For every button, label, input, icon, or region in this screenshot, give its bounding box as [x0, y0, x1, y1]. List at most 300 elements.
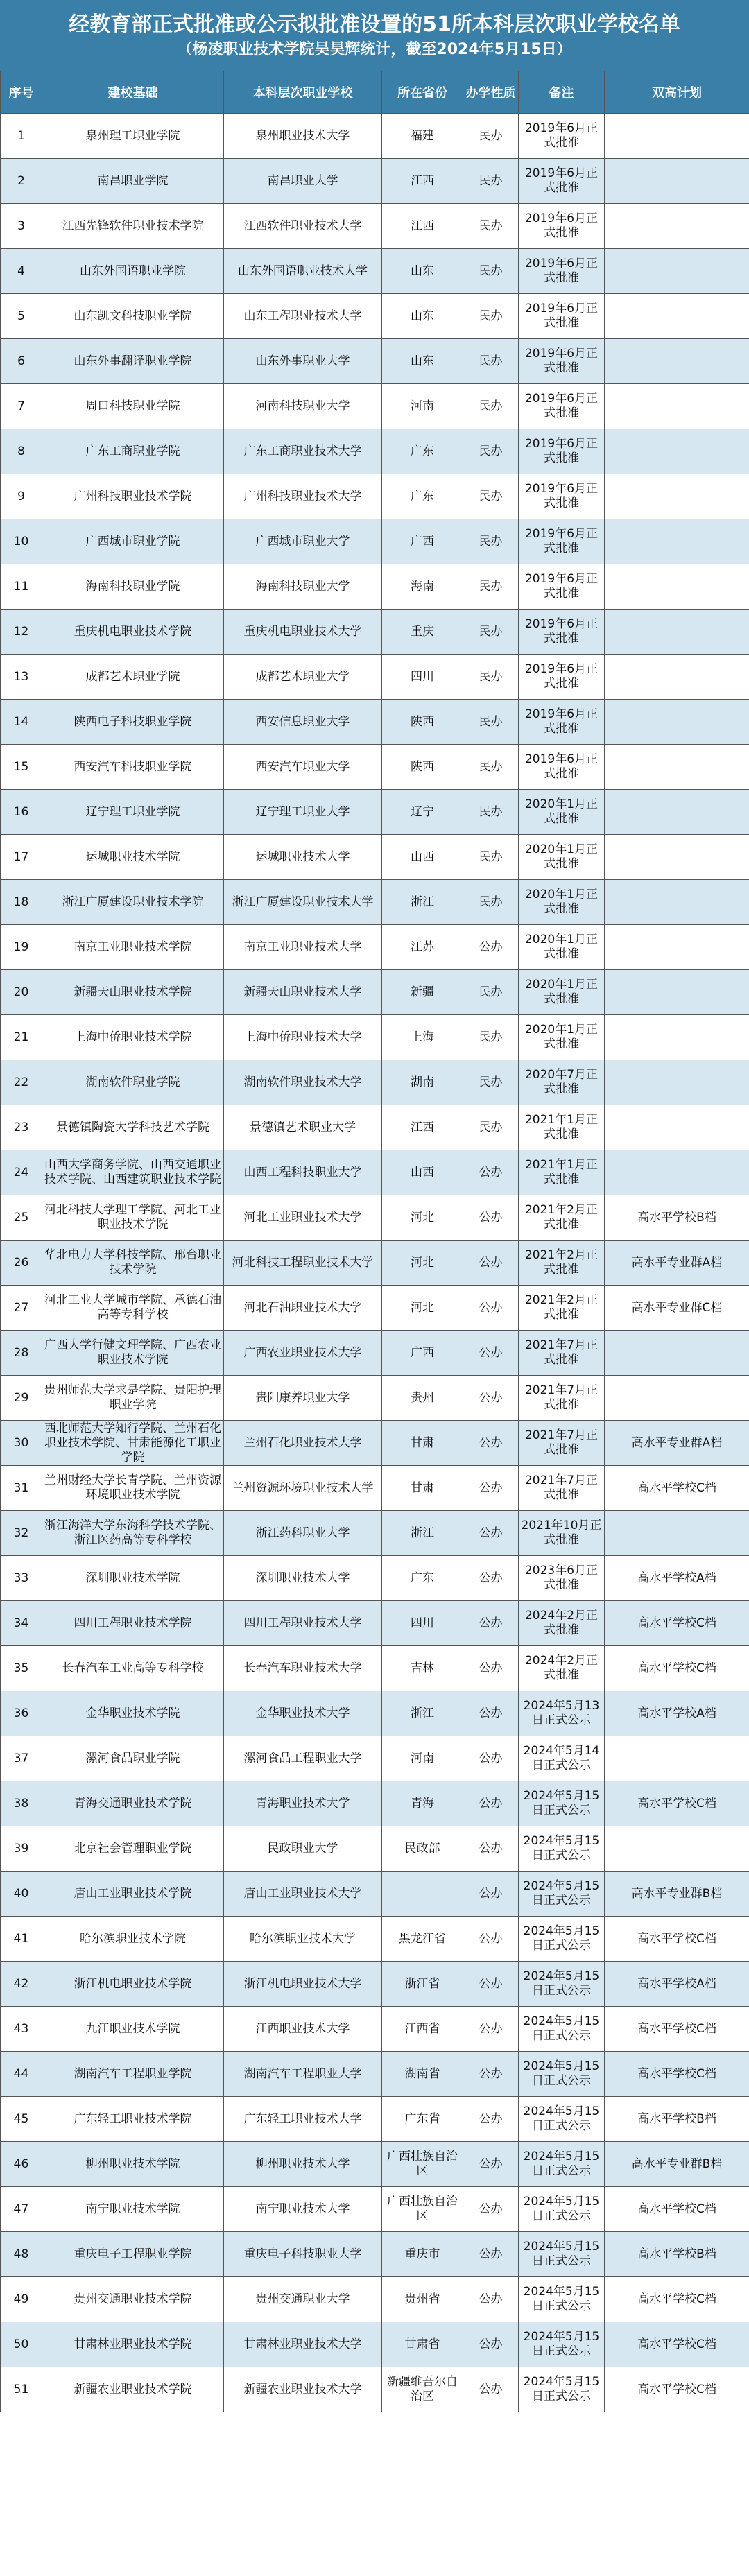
cell-note: 2019年6月正式批准 — [519, 564, 605, 610]
cell-base: 山东外国语职业学院 — [42, 249, 224, 294]
cell-base: 南宁职业技术学院 — [42, 2187, 224, 2232]
cell-type: 民办 — [463, 159, 519, 204]
cell-province: 甘肃 — [382, 1466, 463, 1511]
cell-type: 公办 — [463, 1331, 519, 1376]
cell-plan — [605, 384, 749, 429]
cell-type: 公办 — [463, 1421, 519, 1466]
cell-index: 42 — [1, 1962, 42, 2007]
cell-index: 44 — [1, 2052, 42, 2097]
table-row — [1, 1781, 749, 1826]
cell-index: 15 — [1, 745, 42, 790]
cell-base: 成都艺术职业学院 — [42, 655, 224, 700]
cell-plan — [605, 114, 749, 159]
cell-plan: 高水平专业群B档 — [605, 2142, 749, 2187]
cell-index: 23 — [1, 1105, 42, 1150]
cell-index: 26 — [1, 1241, 42, 1286]
cell-base: 重庆电子工程职业学院 — [42, 2232, 224, 2277]
cell-type: 公办 — [463, 2367, 519, 2412]
cell-province: 陕西 — [382, 745, 463, 790]
cell-base: 漯河食品职业学院 — [42, 1736, 224, 1781]
table-row — [1, 655, 749, 700]
cell-note: 2024年5月15日正式公示 — [519, 2097, 605, 2142]
cell-index: 49 — [1, 2277, 42, 2322]
cell-index: 14 — [1, 700, 42, 745]
cell-plan — [605, 700, 749, 745]
cell-base: 哈尔滨职业技术学院 — [42, 1917, 224, 1962]
cell-plan — [605, 564, 749, 610]
cell-base: 辽宁理工职业学院 — [42, 790, 224, 835]
cell-index: 25 — [1, 1195, 42, 1241]
cell-base: 柳州职业技术学院 — [42, 2142, 224, 2187]
cell-type: 民办 — [463, 700, 519, 745]
cell-university: 浙江广厦建设职业技术大学 — [224, 880, 382, 925]
table-row — [1, 2277, 749, 2322]
cell-type: 公办 — [463, 1511, 519, 1556]
cell-university: 哈尔滨职业技术大学 — [224, 1917, 382, 1962]
table-row — [1, 1105, 749, 1150]
cell-university: 新疆农业职业技术大学 — [224, 2367, 382, 2412]
cell-note: 2020年1月正式批准 — [519, 1015, 605, 1060]
cell-note: 2021年1月正式批准 — [519, 1150, 605, 1195]
cell-plan: 高水平学校C档 — [605, 1646, 749, 1691]
cell-plan — [605, 1150, 749, 1195]
cell-province: 山东 — [382, 294, 463, 339]
table-row — [1, 2097, 749, 2142]
cell-base: 山东凯文科技职业学院 — [42, 294, 224, 339]
cell-university: 兰州资源环境职业技术大学 — [224, 1466, 382, 1511]
cell-province: 重庆市 — [382, 2232, 463, 2277]
cell-type: 公办 — [463, 1872, 519, 1917]
table-row — [1, 1060, 749, 1105]
cell-index: 41 — [1, 1917, 42, 1962]
cell-index: 34 — [1, 1601, 42, 1646]
cell-note: 2019年6月正式批准 — [519, 249, 605, 294]
table-row — [1, 384, 749, 429]
cell-note: 2024年5月15日正式公示 — [519, 1781, 605, 1826]
cell-base: 深圳职业技术学院 — [42, 1556, 224, 1601]
col-header-base: 建校基础 — [42, 71, 224, 114]
cell-province: 青海 — [382, 1781, 463, 1826]
cell-type: 公办 — [463, 1556, 519, 1601]
cell-university: 山东外事职业大学 — [224, 339, 382, 384]
cell-index: 4 — [1, 249, 42, 294]
cell-base: 贵州师范大学求是学院、贵阳护理职业学院 — [42, 1376, 224, 1421]
cell-base: 北京社会管理职业学院 — [42, 1826, 224, 1872]
cell-province: 广西壮族自治区 — [382, 2187, 463, 2232]
cell-university: 江西软件职业技术大学 — [224, 204, 382, 249]
cell-index: 6 — [1, 339, 42, 384]
cell-university: 辽宁理工职业大学 — [224, 790, 382, 835]
cell-plan — [605, 790, 749, 835]
cell-university: 深圳职业技术大学 — [224, 1556, 382, 1601]
cell-type: 公办 — [463, 1646, 519, 1691]
cell-note: 2021年1月正式批准 — [519, 1105, 605, 1150]
cell-base: 浙江海洋大学东海科学技术学院、浙江医药高等专科学校 — [42, 1511, 224, 1556]
cell-base: 新疆农业职业技术学院 — [42, 2367, 224, 2412]
cell-note: 2020年1月正式批准 — [519, 790, 605, 835]
cell-index: 5 — [1, 294, 42, 339]
cell-type: 公办 — [463, 1286, 519, 1331]
table-row — [1, 2232, 749, 2277]
col-header-university: 本科层次职业学校 — [224, 71, 382, 114]
cell-base: 江西先锋软件职业技术学院 — [42, 204, 224, 249]
cell-university: 民政职业大学 — [224, 1826, 382, 1872]
cell-province: 四川 — [382, 1601, 463, 1646]
cell-province: 海南 — [382, 564, 463, 610]
cell-note: 2019年6月正式批准 — [519, 700, 605, 745]
cell-university: 南京工业职业技术大学 — [224, 925, 382, 970]
table-row — [1, 745, 749, 790]
table-row — [1, 1015, 749, 1060]
cell-type: 民办 — [463, 1060, 519, 1105]
cell-province: 山西 — [382, 835, 463, 880]
cell-province: 湖南省 — [382, 2052, 463, 2097]
table-row — [1, 1241, 749, 1286]
cell-university: 山西工程科技职业大学 — [224, 1150, 382, 1195]
table-row — [1, 564, 749, 610]
table-row — [1, 1466, 749, 1511]
cell-base: 贵州交通职业技术学院 — [42, 2277, 224, 2322]
cell-type: 民办 — [463, 880, 519, 925]
cell-type: 民办 — [463, 835, 519, 880]
cell-index: 22 — [1, 1060, 42, 1105]
cell-base: 金华职业技术学院 — [42, 1691, 224, 1736]
cell-plan: 高水平学校C档 — [605, 2187, 749, 2232]
cell-type: 公办 — [463, 2322, 519, 2367]
cell-note: 2021年2月正式批准 — [519, 1241, 605, 1286]
cell-type: 公办 — [463, 1691, 519, 1736]
cell-index: 2 — [1, 159, 42, 204]
cell-base: 浙江广厦建设职业技术学院 — [42, 880, 224, 925]
cell-province: 江西 — [382, 159, 463, 204]
cell-plan: 高水平专业群A档 — [605, 1421, 749, 1466]
cell-type: 公办 — [463, 1826, 519, 1872]
cell-province: 民政部 — [382, 1826, 463, 1872]
cell-base: 陕西电子科技职业学院 — [42, 700, 224, 745]
table-row — [1, 1962, 749, 2007]
cell-plan: 高水平学校A档 — [605, 1556, 749, 1601]
cell-note: 2024年2月正式批准 — [519, 1646, 605, 1691]
col-header-index: 序号 — [1, 71, 42, 114]
cell-note: 2020年7月正式批准 — [519, 1060, 605, 1105]
cell-index: 18 — [1, 880, 42, 925]
cell-province: 广东 — [382, 474, 463, 519]
cell-plan: 高水平学校B档 — [605, 2097, 749, 2142]
table-row — [1, 1826, 749, 1872]
cell-index: 20 — [1, 970, 42, 1015]
table-row — [1, 1331, 749, 1376]
cell-plan — [605, 519, 749, 564]
cell-type: 公办 — [463, 2232, 519, 2277]
cell-plan — [605, 970, 749, 1015]
cell-type: 公办 — [463, 2277, 519, 2322]
cell-note: 2020年1月正式批准 — [519, 835, 605, 880]
table-header-row — [1, 71, 749, 114]
cell-province: 广东省 — [382, 2097, 463, 2142]
cell-index: 12 — [1, 610, 42, 655]
cell-type: 公办 — [463, 1962, 519, 2007]
cell-index: 40 — [1, 1872, 42, 1917]
cell-index: 24 — [1, 1150, 42, 1195]
cell-plan: 高水平学校C档 — [605, 1601, 749, 1646]
cell-note: 2019年6月正式批准 — [519, 610, 605, 655]
cell-note: 2020年1月正式批准 — [519, 925, 605, 970]
cell-base: 新疆天山职业技术学院 — [42, 970, 224, 1015]
cell-base: 青海交通职业技术学院 — [42, 1781, 224, 1826]
cell-university: 河北工业职业技术大学 — [224, 1195, 382, 1241]
cell-base: 广东工商职业学院 — [42, 429, 224, 474]
table-row — [1, 1195, 749, 1241]
cell-index: 13 — [1, 655, 42, 700]
table-row — [1, 249, 749, 294]
cell-note: 2024年5月15日正式公示 — [519, 2187, 605, 2232]
cell-type: 民办 — [463, 429, 519, 474]
cell-note: 2024年5月15日正式公示 — [519, 2277, 605, 2322]
cell-province: 广东 — [382, 429, 463, 474]
cell-note: 2021年7月正式批准 — [519, 1466, 605, 1511]
cell-index: 10 — [1, 519, 42, 564]
table-row — [1, 474, 749, 519]
cell-index: 48 — [1, 2232, 42, 2277]
table-row — [1, 1691, 749, 1736]
cell-plan: 高水平学校C档 — [605, 2322, 749, 2367]
table-row — [1, 1556, 749, 1601]
cell-province: 江西 — [382, 1105, 463, 1150]
table-row — [1, 610, 749, 655]
cell-index: 31 — [1, 1466, 42, 1511]
cell-province: 广东 — [382, 1556, 463, 1601]
table-row — [1, 1872, 749, 1917]
cell-province: 四川 — [382, 655, 463, 700]
cell-university: 浙江药科职业大学 — [224, 1511, 382, 1556]
cell-plan — [605, 925, 749, 970]
cell-note: 2019年6月正式批准 — [519, 294, 605, 339]
cell-province — [382, 1872, 463, 1917]
cell-index: 28 — [1, 1331, 42, 1376]
cell-province: 上海 — [382, 1015, 463, 1060]
cell-index: 51 — [1, 2367, 42, 2412]
cell-type: 民办 — [463, 1015, 519, 1060]
cell-base: 湖南软件职业学院 — [42, 1060, 224, 1105]
cell-base: 长春汽车工业高等专科学校 — [42, 1646, 224, 1691]
col-header-note: 备注 — [519, 71, 605, 114]
cell-base: 九江职业技术学院 — [42, 2007, 224, 2052]
cell-type: 公办 — [463, 2097, 519, 2142]
cell-base: 运城职业技术学院 — [42, 835, 224, 880]
cell-index: 30 — [1, 1421, 42, 1466]
cell-note: 2019年6月正式批准 — [519, 655, 605, 700]
cell-note: 2021年2月正式批准 — [519, 1286, 605, 1331]
cell-index: 21 — [1, 1015, 42, 1060]
cell-university: 山东工程职业技术大学 — [224, 294, 382, 339]
cell-province: 浙江 — [382, 880, 463, 925]
cell-base: 上海中侨职业技术学院 — [42, 1015, 224, 1060]
cell-index: 3 — [1, 204, 42, 249]
cell-province: 新疆维吾尔自治区 — [382, 2367, 463, 2412]
cell-university: 长春汽车职业技术大学 — [224, 1646, 382, 1691]
school-table — [0, 71, 749, 2412]
cell-plan — [605, 204, 749, 249]
table-row — [1, 925, 749, 970]
cell-note: 2024年5月15日正式公示 — [519, 2232, 605, 2277]
cell-province: 浙江 — [382, 1691, 463, 1736]
cell-university: 河南科技职业大学 — [224, 384, 382, 429]
cell-base: 海南科技职业学院 — [42, 564, 224, 610]
cell-plan: 高水平学校A档 — [605, 1962, 749, 2007]
cell-university: 贵阳康养职业大学 — [224, 1376, 382, 1421]
table-row — [1, 2322, 749, 2367]
cell-type: 民办 — [463, 790, 519, 835]
cell-university: 河北科技工程职业技术大学 — [224, 1241, 382, 1286]
cell-base: 周口科技职业学院 — [42, 384, 224, 429]
table-row — [1, 2187, 749, 2232]
cell-plan — [605, 1511, 749, 1556]
cell-note: 2024年5月15日正式公示 — [519, 1962, 605, 2007]
cell-university: 青海职业技术大学 — [224, 1781, 382, 1826]
cell-type: 公办 — [463, 2052, 519, 2097]
table-row — [1, 294, 749, 339]
cell-base: 华北电力大学科技学院、邢台职业技术学院 — [42, 1241, 224, 1286]
cell-type: 民办 — [463, 339, 519, 384]
cell-type: 公办 — [463, 1241, 519, 1286]
cell-university: 广东工商职业技术大学 — [224, 429, 382, 474]
cell-plan: 高水平专业群C档 — [605, 1286, 749, 1331]
cell-base: 南昌职业学院 — [42, 159, 224, 204]
cell-note: 2024年5月15日正式公示 — [519, 2322, 605, 2367]
page-subtitle: （杨凌职业技术学院吴昊辉统计，截至2024年5月15日） — [177, 41, 572, 58]
cell-note: 2024年5月15日正式公示 — [519, 2052, 605, 2097]
cell-plan — [605, 1060, 749, 1105]
table-row — [1, 835, 749, 880]
cell-note: 2021年7月正式批准 — [519, 1331, 605, 1376]
cell-university: 柳州职业技术大学 — [224, 2142, 382, 2187]
cell-index: 8 — [1, 429, 42, 474]
cell-note: 2024年5月14日正式公示 — [519, 1736, 605, 1781]
cell-type: 民办 — [463, 1105, 519, 1150]
cell-university: 运城职业技术大学 — [224, 835, 382, 880]
cell-note: 2019年6月正式批准 — [519, 745, 605, 790]
table-row — [1, 1286, 749, 1331]
table-row — [1, 2367, 749, 2412]
cell-university: 广西农业职业技术大学 — [224, 1331, 382, 1376]
cell-base: 泉州理工职业学院 — [42, 114, 224, 159]
cell-index: 46 — [1, 2142, 42, 2187]
table-row — [1, 159, 749, 204]
cell-type: 民办 — [463, 204, 519, 249]
cell-plan: 高水平专业群B档 — [605, 1872, 749, 1917]
cell-note: 2019年6月正式批准 — [519, 339, 605, 384]
cell-base: 重庆机电职业技术学院 — [42, 610, 224, 655]
table-row — [1, 1601, 749, 1646]
cell-index: 50 — [1, 2322, 42, 2367]
cell-type: 民办 — [463, 474, 519, 519]
cell-index: 7 — [1, 384, 42, 429]
cell-type: 公办 — [463, 2142, 519, 2187]
cell-index: 35 — [1, 1646, 42, 1691]
cell-index: 27 — [1, 1286, 42, 1331]
cell-plan: 高水平学校C档 — [605, 1781, 749, 1826]
cell-plan: 高水平学校C档 — [605, 2007, 749, 2052]
cell-university: 兰州石化职业技术大学 — [224, 1421, 382, 1466]
cell-index: 43 — [1, 2007, 42, 2052]
cell-university: 新疆天山职业技术大学 — [224, 970, 382, 1015]
cell-type: 公办 — [463, 1195, 519, 1241]
cell-university: 重庆机电职业技术大学 — [224, 610, 382, 655]
cell-note: 2024年5月15日正式公示 — [519, 2142, 605, 2187]
cell-type: 公办 — [463, 2187, 519, 2232]
table-row — [1, 1511, 749, 1556]
cell-base: 西北师范大学知行学院、兰州石化职业技术学院、甘肃能源化工职业学院 — [42, 1421, 224, 1466]
cell-province: 重庆 — [382, 610, 463, 655]
cell-province: 河北 — [382, 1241, 463, 1286]
cell-note: 2024年5月13日正式公示 — [519, 1691, 605, 1736]
cell-university: 河北石油职业技术大学 — [224, 1286, 382, 1331]
cell-plan — [605, 249, 749, 294]
cell-plan — [605, 1331, 749, 1376]
cell-plan — [605, 294, 749, 339]
cell-university: 广西城市职业大学 — [224, 519, 382, 564]
table-row — [1, 2142, 749, 2187]
cell-type: 公办 — [463, 925, 519, 970]
table-row — [1, 114, 749, 159]
cell-university: 广州科技职业技术大学 — [224, 474, 382, 519]
cell-university: 湖南汽车工程职业大学 — [224, 2052, 382, 2097]
cell-base: 山东外事翻译职业学院 — [42, 339, 224, 384]
cell-plan: 高水平学校C档 — [605, 2367, 749, 2412]
table-row — [1, 339, 749, 384]
cell-base: 河北工业大学城市学院、承德石油高等专科学校 — [42, 1286, 224, 1331]
cell-university: 贵州交通职业大学 — [224, 2277, 382, 2322]
cell-province: 甘肃省 — [382, 2322, 463, 2367]
cell-index: 45 — [1, 2097, 42, 2142]
cell-note: 2021年7月正式批准 — [519, 1421, 605, 1466]
cell-index: 19 — [1, 925, 42, 970]
table-row — [1, 1736, 749, 1781]
cell-note: 2024年2月正式批准 — [519, 1601, 605, 1646]
cell-plan — [605, 474, 749, 519]
cell-index: 17 — [1, 835, 42, 880]
cell-university: 唐山工业职业技术大学 — [224, 1872, 382, 1917]
cell-note: 2020年1月正式批准 — [519, 970, 605, 1015]
cell-type: 公办 — [463, 1917, 519, 1962]
cell-base: 南京工业职业技术学院 — [42, 925, 224, 970]
cell-note: 2019年6月正式批准 — [519, 384, 605, 429]
cell-plan: 高水平学校B档 — [605, 1195, 749, 1241]
cell-university: 湖南软件职业技术大学 — [224, 1060, 382, 1105]
cell-index: 37 — [1, 1736, 42, 1781]
cell-plan: 高水平学校C档 — [605, 2277, 749, 2322]
cell-province: 黑龙江省 — [382, 1917, 463, 1962]
table-row — [1, 1376, 749, 1421]
cell-plan — [605, 610, 749, 655]
table-row — [1, 1150, 749, 1195]
cell-index: 36 — [1, 1691, 42, 1736]
cell-plan — [605, 655, 749, 700]
table-row — [1, 2052, 749, 2097]
cell-note: 2019年6月正式批准 — [519, 114, 605, 159]
cell-base: 广州科技职业技术学院 — [42, 474, 224, 519]
cell-plan — [605, 429, 749, 474]
cell-university: 江西职业技术大学 — [224, 2007, 382, 2052]
cell-university: 泉州职业技术大学 — [224, 114, 382, 159]
cell-type: 民办 — [463, 384, 519, 429]
cell-index: 1 — [1, 114, 42, 159]
cell-province: 新疆 — [382, 970, 463, 1015]
table-row — [1, 429, 749, 474]
cell-university: 重庆电子科技职业大学 — [224, 2232, 382, 2277]
cell-university: 景德镇艺术职业大学 — [224, 1105, 382, 1150]
cell-province: 贵州省 — [382, 2277, 463, 2322]
